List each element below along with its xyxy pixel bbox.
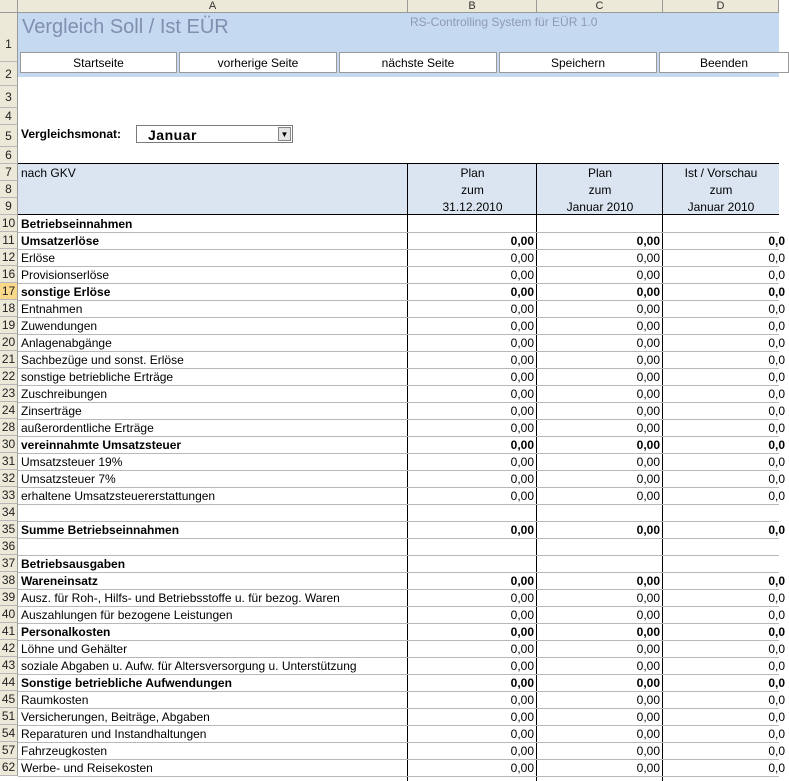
corner-cell[interactable] — [0, 0, 18, 12]
plan-month-cell[interactable]: 0,00 — [636, 438, 660, 452]
row-label-cell[interactable]: Provisionserlöse — [21, 268, 110, 282]
actual-month-cell[interactable]: 0,0 — [768, 319, 785, 333]
row-header[interactable]: 22 — [0, 368, 18, 385]
col-c-header-line2: zum — [588, 183, 612, 197]
plan-year-cell[interactable]: 0,00 — [510, 489, 534, 503]
row-header[interactable]: 30 — [0, 436, 18, 453]
row-label-cell[interactable]: vereinnahmte Umsatzsteuer — [21, 438, 182, 452]
actual-month-cell[interactable]: 0,0 — [768, 591, 785, 605]
actual-month-cell[interactable]: 0,0 — [768, 421, 785, 435]
row-header[interactable]: 9 — [0, 198, 18, 215]
table-header-label: nach GKV — [21, 166, 76, 180]
plan-month-cell[interactable]: 0,00 — [636, 693, 660, 707]
row-header[interactable]: 16 — [0, 266, 18, 283]
actual-month-cell[interactable]: 0,0 — [768, 251, 785, 265]
plan-month-cell[interactable]: 0,00 — [636, 387, 660, 401]
plan-month-cell[interactable]: 0,00 — [636, 455, 660, 469]
row-header[interactable]: 17 — [0, 283, 18, 300]
plan-month-cell[interactable]: 0,00 — [636, 523, 660, 537]
plan-year-cell[interactable]: 0,00 — [510, 353, 534, 367]
row-header[interactable]: 8 — [0, 181, 18, 198]
row-header[interactable]: 31 — [0, 453, 18, 470]
row-label-cell[interactable]: Raumkosten — [21, 693, 89, 707]
row-header[interactable]: 39 — [0, 589, 18, 606]
next-page-button[interactable]: nächste Seite — [339, 52, 497, 73]
actual-month-cell[interactable]: 0,0 — [768, 438, 785, 452]
plan-month-cell[interactable]: 0,00 — [636, 608, 660, 622]
comparison-month-select[interactable] — [136, 125, 293, 143]
plan-year-cell[interactable]: 0,00 — [510, 285, 534, 299]
page-title: Vergleich Soll / Ist EÜR — [22, 16, 229, 38]
row-header[interactable]: 45 — [0, 691, 18, 708]
previous-page-button[interactable]: vorherige Seite — [179, 52, 337, 73]
actual-month-cell[interactable] — [663, 556, 788, 572]
column-header-bar — [0, 0, 779, 13]
actual-month-cell[interactable]: 0,0 — [768, 761, 785, 775]
plan-month-cell[interactable]: 0,00 — [636, 472, 660, 486]
plan-month-cell[interactable]: 0,00 — [636, 336, 660, 350]
row-header[interactable]: 41 — [0, 623, 18, 640]
plan-month-cell[interactable] — [537, 539, 663, 555]
row-label-cell[interactable]: Umsatzsteuer 19% — [21, 455, 123, 469]
row-label-cell[interactable]: Löhne und Gehälter — [21, 642, 128, 656]
row-header[interactable]: 35 — [0, 521, 18, 538]
plan-year-cell[interactable]: 0,00 — [510, 421, 534, 435]
row-label-cell[interactable]: Fahrzeugkosten — [21, 744, 108, 758]
row-header[interactable]: 57 — [0, 742, 18, 759]
col-b-header-line2: zum — [461, 183, 484, 197]
plan-month-cell[interactable]: 0,00 — [636, 642, 660, 656]
plan-month-cell[interactable]: 0,00 — [636, 676, 660, 690]
actual-month-cell[interactable] — [663, 539, 788, 555]
row-header[interactable]: 36 — [0, 538, 18, 555]
actual-month-cell[interactable] — [663, 505, 788, 521]
plan-year-cell[interactable] — [408, 539, 537, 555]
row-label-cell[interactable]: Erlöse — [21, 251, 56, 265]
col-c-header-line1: Plan — [587, 166, 613, 180]
actual-month-cell[interactable]: 0,0 — [768, 489, 785, 503]
row-header[interactable]: 38 — [0, 572, 18, 589]
plan-year-cell[interactable]: 0,00 — [510, 591, 534, 605]
plan-month-cell[interactable]: 0,00 — [636, 761, 660, 775]
actual-month-cell[interactable]: 0,0 — [768, 268, 785, 282]
col-b-header-line1: Plan — [460, 166, 485, 180]
plan-month-cell[interactable]: 0,00 — [636, 251, 660, 265]
row-header[interactable]: 5 — [0, 125, 18, 147]
row-label-cell[interactable]: Anlagenabgänge — [21, 336, 112, 350]
actual-month-cell[interactable]: 0,0 — [768, 625, 785, 639]
plan-month-cell[interactable]: 0,00 — [636, 489, 660, 503]
row-label-cell[interactable]: Werbe- und Reisekosten — [21, 761, 153, 775]
row-header[interactable]: 12 — [0, 249, 18, 266]
row-separator — [18, 776, 779, 777]
row-header[interactable]: 42 — [0, 640, 18, 657]
exit-button[interactable]: Beenden — [659, 52, 789, 73]
plan-year-cell[interactable]: 0,00 — [510, 608, 534, 622]
plan-year-cell[interactable]: 0,00 — [510, 574, 534, 588]
plan-month-cell[interactable]: 0,00 — [636, 591, 660, 605]
row-label-cell[interactable]: Versicherungen, Beiträge, Abgaben — [21, 710, 210, 724]
row-label-cell[interactable]: erhaltene Umsatzsteuererstattungen — [21, 489, 216, 503]
row-header[interactable]: 3 — [0, 86, 18, 108]
plan-year-cell[interactable]: 0,00 — [510, 387, 534, 401]
plan-year-cell[interactable] — [408, 216, 537, 232]
row-header[interactable]: 28 — [0, 419, 18, 436]
row-header[interactable]: 20 — [0, 334, 18, 351]
column-header-d[interactable]: D — [663, 0, 779, 12]
row-label-cell[interactable]: Reparaturen und Instandhaltungen — [21, 727, 207, 741]
row-label-cell[interactable]: Zuschreibungen — [21, 387, 108, 401]
row-header[interactable]: 23 — [0, 385, 18, 402]
row-label-cell[interactable]: Sachbezüge und sonst. Erlöse — [21, 353, 184, 367]
plan-month-cell[interactable]: 0,00 — [636, 285, 660, 299]
plan-month-cell[interactable]: 0,00 — [636, 744, 660, 758]
plan-year-cell[interactable]: 0,00 — [510, 642, 534, 656]
actual-month-cell[interactable]: 0,0 — [768, 336, 785, 350]
comparison-month-value: Januar — [148, 127, 197, 143]
plan-month-cell[interactable] — [537, 216, 663, 232]
row-label-cell[interactable]: Personalkosten — [21, 625, 111, 639]
plan-month-cell[interactable]: 0,00 — [636, 574, 660, 588]
plan-month-cell[interactable]: 0,00 — [636, 404, 660, 418]
column-header-c[interactable]: C — [537, 0, 663, 12]
row-header[interactable]: 44 — [0, 674, 18, 691]
row-label-cell[interactable]: Auszahlungen für bezogene Leistungen — [21, 608, 233, 622]
plan-month-cell[interactable]: 0,00 — [636, 421, 660, 435]
row-label-cell[interactable]: Sonstige betriebliche Aufwendungen — [21, 676, 232, 690]
table-header-bottom-border — [18, 214, 779, 215]
row-label-cell[interactable]: Umsatzerlöse — [21, 234, 100, 248]
actual-month-cell[interactable]: 0,0 — [768, 523, 785, 537]
plan-year-cell[interactable]: 0,00 — [510, 268, 534, 282]
plan-month-cell[interactable]: 0,00 — [636, 710, 660, 724]
table-top-border — [18, 163, 779, 164]
row-header[interactable]: 33 — [0, 487, 18, 504]
plan-year-cell[interactable]: 0,00 — [510, 319, 534, 333]
actual-month-cell[interactable]: 0,0 — [768, 642, 785, 656]
plan-year-cell[interactable]: 0,00 — [510, 234, 534, 248]
plan-month-cell[interactable]: 0,00 — [636, 353, 660, 367]
row-header[interactable]: 43 — [0, 657, 18, 674]
row-header[interactable]: 4 — [0, 108, 18, 125]
plan-year-cell[interactable]: 0,00 — [510, 744, 534, 758]
row-header[interactable]: 21 — [0, 351, 18, 368]
actual-month-cell[interactable]: 0,0 — [768, 387, 785, 401]
system-subtitle: RS-Controlling System für EÜR 1.0 — [410, 15, 598, 29]
plan-year-cell[interactable]: 0,00 — [510, 676, 534, 690]
row-label-cell[interactable]: Wareneinsatz — [21, 574, 98, 588]
actual-month-cell[interactable]: 0,0 — [768, 574, 785, 588]
row-label-cell[interactable]: Zuwendungen — [21, 319, 98, 333]
row-header[interactable]: 11 — [0, 232, 18, 249]
actual-month-cell[interactable]: 0,0 — [768, 608, 785, 622]
column-header-a[interactable]: A — [18, 0, 408, 12]
row-label-cell[interactable]: Summe Betriebseinnahmen — [21, 523, 180, 537]
row-header[interactable]: 51 — [0, 708, 18, 725]
actual-month-cell[interactable]: 0,0 — [768, 285, 785, 299]
row-label-cell[interactable]: Zinserträge — [21, 404, 82, 418]
actual-month-cell[interactable]: 0,0 — [768, 353, 785, 367]
row-label-cell[interactable] — [21, 539, 406, 555]
col-d-header-line2: zum — [709, 183, 733, 197]
plan-month-cell[interactable] — [537, 556, 663, 572]
plan-month-cell[interactable]: 0,00 — [636, 727, 660, 741]
row-header[interactable]: 1 — [0, 13, 18, 62]
plan-month-cell[interactable]: 0,00 — [636, 234, 660, 248]
actual-month-cell[interactable] — [663, 216, 788, 232]
row-header[interactable]: 54 — [0, 725, 18, 742]
plan-year-cell[interactable]: 0,00 — [510, 710, 534, 724]
plan-year-cell[interactable] — [408, 556, 537, 572]
save-button[interactable]: Speichern — [499, 52, 657, 73]
plan-year-cell[interactable]: 0,00 — [510, 438, 534, 452]
row-label-cell[interactable]: Betriebseinnahmen — [21, 217, 133, 231]
actual-month-cell[interactable]: 0,0 — [768, 370, 785, 384]
actual-month-cell[interactable]: 0,0 — [768, 693, 785, 707]
col-b-header-line3: 31.12.2010 — [442, 200, 503, 214]
actual-month-cell[interactable]: 0,0 — [768, 710, 785, 724]
plan-year-cell[interactable]: 0,00 — [510, 251, 534, 265]
plan-month-cell[interactable]: 0,00 — [636, 302, 660, 316]
plan-year-cell[interactable]: 0,00 — [510, 693, 534, 707]
plan-year-cell[interactable]: 0,00 — [510, 404, 534, 418]
plan-month-cell[interactable]: 0,00 — [636, 370, 660, 384]
row-header[interactable]: 2 — [0, 62, 18, 86]
start-page-button[interactable]: Startseite — [20, 52, 177, 73]
actual-month-cell[interactable]: 0,0 — [768, 676, 785, 690]
dropdown-arrow-icon[interactable]: ▼ — [278, 127, 291, 141]
row-header[interactable]: 7 — [0, 164, 18, 181]
plan-year-cell[interactable]: 0,00 — [510, 455, 534, 469]
plan-year-cell[interactable]: 0,00 — [510, 302, 534, 316]
actual-month-cell[interactable]: 0,0 — [768, 472, 785, 486]
row-label-cell[interactable]: Entnahmen — [21, 302, 83, 316]
row-header[interactable]: 40 — [0, 606, 18, 623]
plan-year-cell[interactable]: 0,00 — [510, 472, 534, 486]
actual-month-cell[interactable]: 0,0 — [768, 455, 785, 469]
actual-month-cell[interactable]: 0,0 — [768, 302, 785, 316]
plan-year-cell[interactable]: 0,00 — [510, 625, 534, 639]
row-header[interactable]: 24 — [0, 402, 18, 419]
row-label-cell[interactable]: Umsatzsteuer 7% — [21, 472, 116, 486]
row-label-cell[interactable]: sonstige betriebliche Erträge — [21, 370, 174, 384]
row-header[interactable]: 10 — [0, 215, 18, 232]
col-c-header-line3: Januar 2010 — [566, 200, 634, 214]
row-header[interactable]: 6 — [0, 147, 18, 164]
row-header[interactable]: 62 — [0, 759, 18, 776]
plan-month-cell[interactable] — [537, 505, 663, 521]
plan-year-cell[interactable]: 0,00 — [510, 336, 534, 350]
plan-month-cell[interactable]: 0,00 — [636, 319, 660, 333]
actual-month-cell[interactable]: 0,0 — [768, 727, 785, 741]
comparison-month-label: Vergleichsmonat: — [21, 127, 122, 141]
row-label-cell[interactable]: Betriebsausgaben — [21, 557, 126, 571]
row-header[interactable]: 37 — [0, 555, 18, 572]
row-label-cell[interactable]: sonstige Erlöse — [21, 285, 111, 299]
column-header-b[interactable]: B — [408, 0, 537, 12]
row-header[interactable]: 18 — [0, 300, 18, 317]
row-header[interactable]: 32 — [0, 470, 18, 487]
plan-month-cell[interactable]: 0,00 — [636, 268, 660, 282]
actual-month-cell[interactable]: 0,0 — [768, 234, 785, 248]
row-label-cell[interactable] — [21, 505, 406, 521]
col-d-header-line1: Ist / Vorschau — [684, 166, 758, 180]
plan-year-cell[interactable]: 0,00 — [510, 370, 534, 384]
plan-year-cell[interactable]: 0,00 — [510, 659, 534, 673]
row-label-cell[interactable]: außerordentliche Erträge — [21, 421, 154, 435]
col-d-header-line3: Januar 2010 — [687, 200, 755, 214]
plan-year-cell[interactable]: 0,00 — [510, 727, 534, 741]
row-label-cell[interactable]: Ausz. für Roh-, Hilfs- und Betriebsstoffe u. für bezog. Waren — [21, 591, 340, 605]
row-header[interactable]: 19 — [0, 317, 18, 334]
plan-month-cell[interactable]: 0,00 — [636, 625, 660, 639]
plan-year-cell[interactable] — [408, 505, 537, 521]
row-label-cell[interactable]: soziale Abgaben u. Aufw. für Altersversorgung u. Unterstützung — [21, 659, 357, 673]
row-header[interactable]: 34 — [0, 504, 18, 521]
plan-year-cell[interactable]: 0,00 — [510, 761, 534, 775]
actual-month-cell[interactable]: 0,0 — [768, 744, 785, 758]
actual-month-cell[interactable]: 0,0 — [768, 659, 785, 673]
plan-month-cell[interactable]: 0,00 — [636, 659, 660, 673]
actual-month-cell[interactable]: 0,0 — [768, 404, 785, 418]
plan-year-cell[interactable]: 0,00 — [510, 523, 534, 537]
